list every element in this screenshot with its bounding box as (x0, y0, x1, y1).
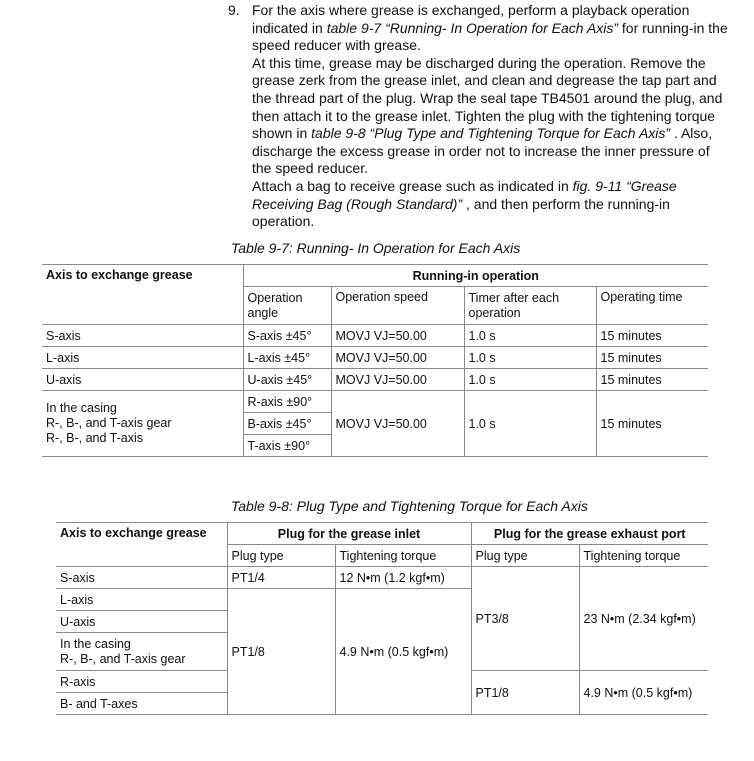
header-timer: Timer after each operation (464, 287, 596, 325)
table-row: B- and T-axes (56, 693, 708, 715)
table-row: S-axis PT1/4 12 N•m (1.2 kgf•m) PT3/8 23 N•m (2.34 kgf•m) (56, 567, 708, 589)
header-plug-type: Plug type (471, 545, 579, 567)
figure-ref-link[interactable]: fig. 9-11 “Grease Receiving Bag (Rough Standard)” (252, 177, 677, 212)
table-row: B-axis ±45° (42, 413, 708, 435)
step-paragraph-1: For the axis where grease is exchanged, perform a playback operation indicated in table 9-7 “Running- In Operation for Each Axis” for running-in the speed reducer with grease. (252, 2, 728, 54)
header-plug-type: Plug type (227, 545, 335, 567)
table-row: T-axis ±90° (42, 435, 708, 457)
table-row: In the casing R-, B-, and T-axis gear (56, 633, 708, 671)
table-row: U-axis U-axis ±45° MOVJ VJ=50.00 1.0 s 15 minutes (42, 369, 708, 391)
table-caption: Table 9-8: Plug Type and Tightening Torque for Each Axis (231, 498, 588, 514)
plug-torque-table (56, 522, 708, 715)
header-speed: Operation speed (331, 287, 464, 325)
header-axis: Axis to exchange grease (56, 523, 227, 567)
header-torque: Tightening torque (335, 545, 471, 567)
table-row: R-axis PT1/8 4.9 N•m (0.5 kgf•m) (56, 671, 708, 693)
table-ref-link[interactable]: table 9-7 “Running- In Operation for Each Axis” (326, 19, 619, 36)
running-in-table (42, 264, 708, 457)
step-body (252, 2, 728, 231)
step-paragraph-2: At this time, grease may be discharged during the operation. Remove the grease zerk from the grease inlet, and clean and degrease the tap part and the thread part of the plug. Wrap the seal tape TB4501 around the plug, and then attach it to the grease inlet. Tighten the plug with the tightening torque shown in table 9-8 “Plug Type and Tightening Torque for Each Axis” . Also, discharge the excess grease in order not to increase the inner pressure of the speed reducer. (252, 54, 723, 177)
step-paragraph-3: Attach a bag to receive grease such as indicated in fig. 9-11 “Grease Receiving Bag (Rough Standard)” , and then perform the running-in operation. (252, 177, 677, 230)
table-ref-link[interactable]: table 9-8 “Plug Type and Tightening Torque for Each Axis” (311, 125, 671, 142)
step-9 (228, 2, 728, 231)
table-row: In the casing R-, B-, and T-axis gear R-, B-, and T-axis R-axis ±90° MOVJ VJ=50.00 1.0 s 15 minutes (42, 391, 708, 413)
table-row: L-axis L-axis ±45° MOVJ VJ=50.00 1.0 s 15 minutes (42, 347, 708, 369)
table-caption: Table 9-7: Running- In Operation for Each Axis (231, 240, 521, 256)
header-axis: Axis to exchange grease (42, 265, 243, 325)
header-inlet: Plug for the grease inlet (227, 523, 471, 545)
header-torque: Tightening torque (579, 545, 708, 567)
header-time: Operating time (596, 287, 708, 325)
header-exhaust: Plug for the grease exhaust port (471, 523, 708, 545)
header-angle: Operation angle (243, 287, 331, 325)
table-row: S-axis S-axis ±45° MOVJ VJ=50.00 1.0 s 15 minutes (42, 325, 708, 347)
table-row: U-axis (56, 611, 708, 633)
header-running-in: Running-in operation (243, 265, 708, 287)
step-number: 9. (228, 2, 240, 18)
casing-axis-cell: In the casing R-, B-, and T-axis gear R-, B-, and T-axis (42, 391, 243, 457)
table-row: L-axis PT1/8 4.9 N•m (0.5 kgf•m) (56, 589, 708, 611)
